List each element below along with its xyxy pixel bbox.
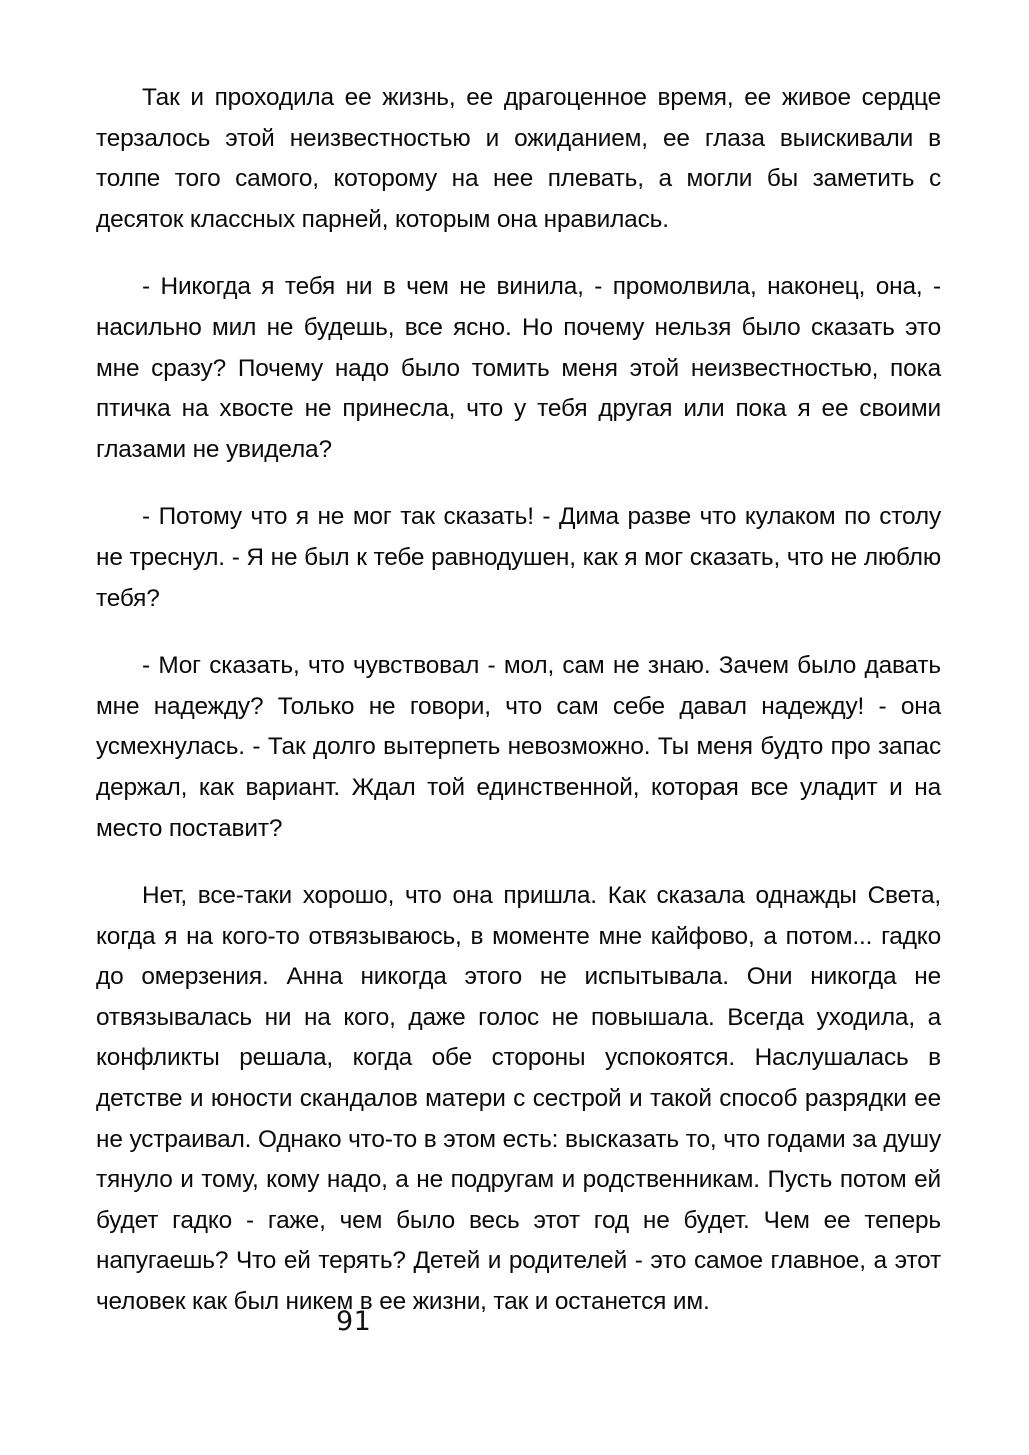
paragraph-5: Нет, все-таки хорошо, что она пришла. Как сказала однажды Света, когда я на кого-то отвязываюсь, в моменте мне кайфово, а потом... гадко до омерзения. Анна никогда этого не испытывала. Они никогда не отвязывалась ни на кого, даже голос не повышала. Всегда уходила, а конфликты решала, когда обе стороны успокоятся. Наслушалась в детстве и юности скандалов матери с сестрой и такой способ разрядки ее не устраивал. Однако что-то в этом есть: высказать то, что годами за душу тянуло и тому, кому надо, а не подругам и родственникам. Пусть потом ей будет гадко - гаже, чем было весь этот год не будет. Чем ее теперь напугаешь? Что ей терять? Детей и родителей - это самое главное, а этот человек как был никем в ее жизни, так и останется им.	[96, 882, 941, 1316]
paragraph-3: - Потому что я не мог так сказать! - Дима разве что кулаком по столу не треснул. - Я не был к тебе равнодушен, как я мог сказать, что не люблю тебя?	[96, 503, 941, 612]
page-number: 91	[336, 1306, 372, 1337]
paragraph-2: - Никогда я тебя ни в чем не винила, - промолвила, наконец, она, - насильно мил не будешь, все ясно. Но почему нельзя было сказать это мне сразу? Почему надо было томить меня этой неизвестностью, пока птичка на хвосте не принесла, что у тебя другая или пока я ее своими глазами не увидела?	[96, 273, 941, 463]
body-text-block	[96, 78, 941, 1323]
paragraph-1: Так и проходила ее жизнь, ее драгоценное время, ее живое сердце терзалось этой неизвестностью и ожиданием, ее глаза выискивали в толпе того самого, которому на нее плевать, а могли бы заметить с десяток классных парней, которым она нравилась.	[96, 84, 941, 233]
paragraph-4: - Мог сказать, что чувствовал - мол, сам не знаю. Зачем было давать мне надежду? Только не говори, что сам себе давал надежду! - она усмехнулась. - Так долго вытерпеть невозможно. Ты меня будто про запас держал, как вариант. Ждал той единственной, которая все уладит и на место поставит?	[96, 652, 941, 842]
